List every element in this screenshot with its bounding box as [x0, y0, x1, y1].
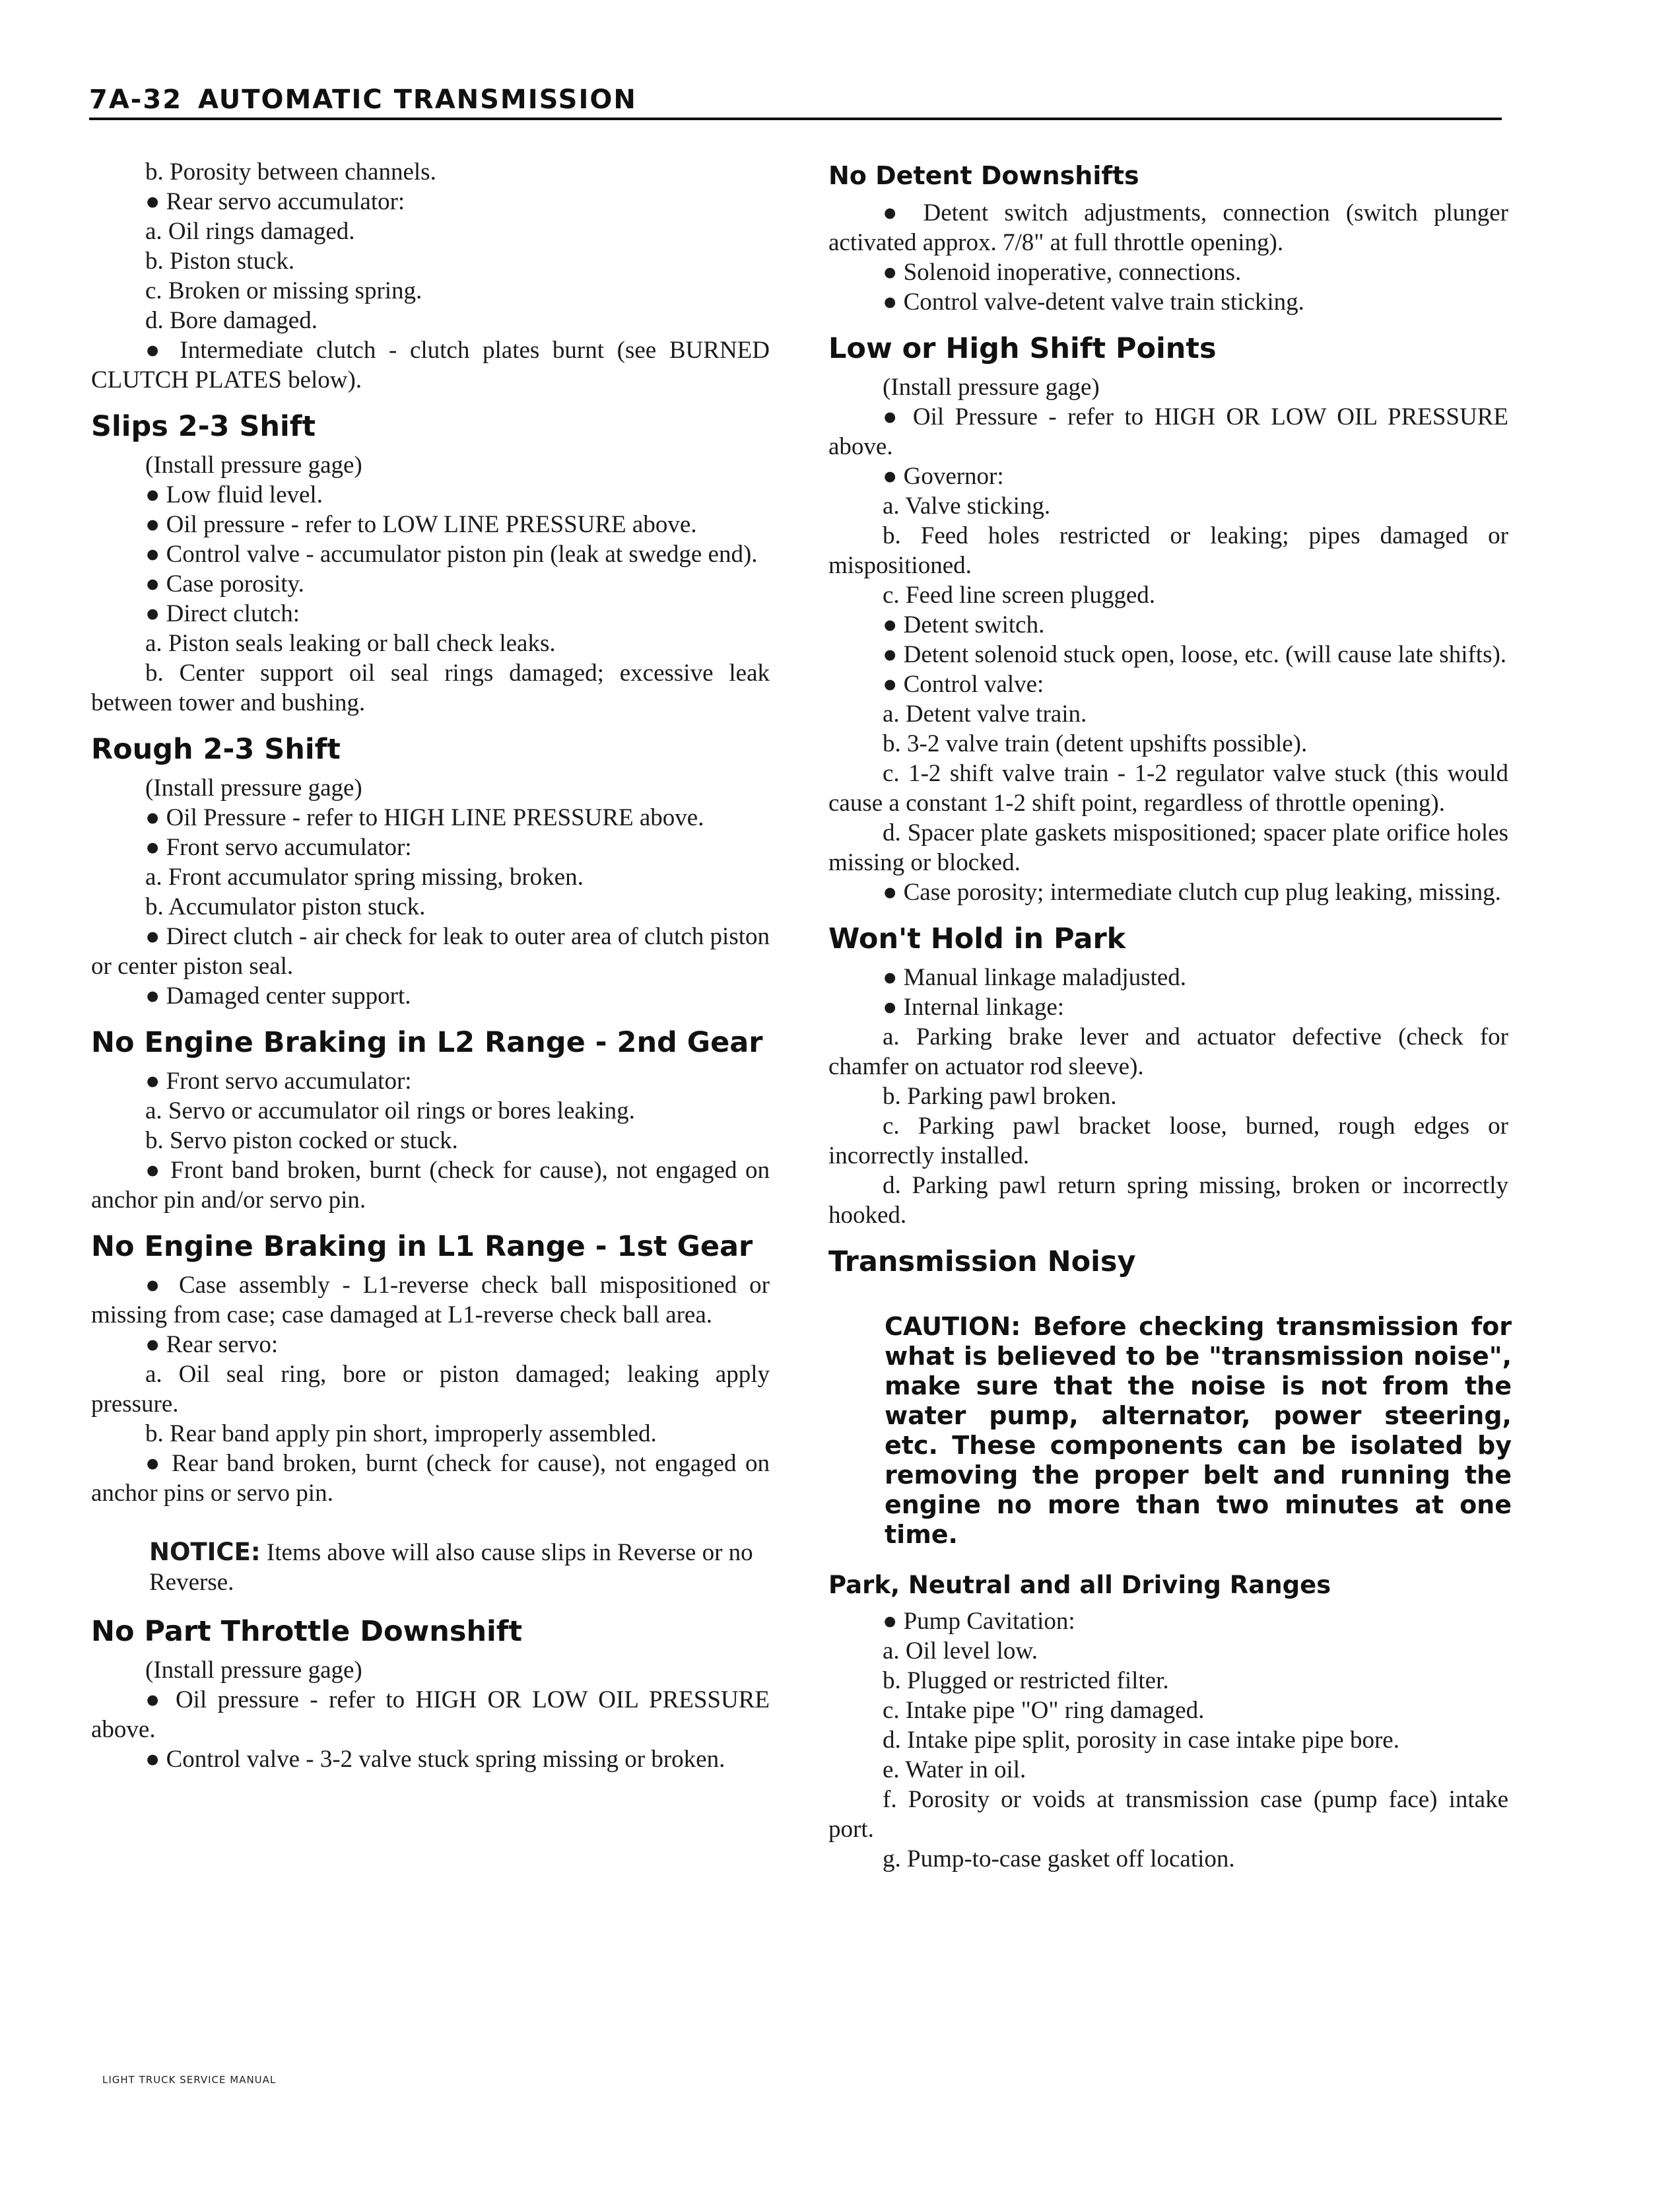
list-item: ● Governor:: [883, 463, 1004, 490]
list-item: b. Center support oil seal rings damaged; excessive leak between tower and bushing.: [91, 660, 770, 716]
list-item: c. Feed line screen plugged.: [883, 582, 1156, 609]
list-item: ● Front servo accumulator:: [145, 834, 412, 861]
list-item: a. Parking brake lever and actuator defective (check for chamfer on actuator rod sleeve).: [828, 1023, 1508, 1080]
list-item: (Install pressure gage): [145, 452, 362, 479]
caution-box: CAUTION: Before checking transmission for what is believed to be "transmission noise", make sure that the noise is not from the water pump, alternator, power steering, etc. These components can be isolated by removing the proper belt and running the engine no more than two minutes at one time.: [885, 1312, 1512, 1549]
list-item: b. Accumulator piston stuck.: [145, 893, 426, 920]
list-item: g. Pump-to-case gasket off location.: [883, 1845, 1235, 1873]
list-item: ● Control valve - 3-2 valve stuck spring missing or broken.: [145, 1746, 725, 1773]
list-item: b. Piston stuck.: [145, 248, 295, 275]
list-item: d. Intake pipe split, porosity in case intake pipe bore.: [883, 1727, 1399, 1754]
list-item: ● Control valve - accumulator piston pin (leak at swedge end).: [145, 541, 758, 568]
notice-box: [149, 1537, 763, 1597]
list-item: ● Rear servo accumulator:: [145, 188, 405, 215]
section-heading-no-braking-l2: No Engine Braking in L2 Range - 2nd Gear: [91, 1026, 763, 1059]
section-heading-rough-2-3: Rough 2-3 Shift: [91, 733, 341, 766]
list-item: ● Rear servo:: [145, 1331, 279, 1358]
list-item: ● Direct clutch:: [145, 600, 300, 627]
section-heading-ranges: Park, Neutral and all Driving Ranges: [828, 1571, 1331, 1599]
list-item: c. Parking pawl bracket loose, burned, rough edges or incorrectly installed.: [828, 1113, 1508, 1169]
list-item: c. Broken or missing spring.: [145, 277, 422, 304]
list-item: ● Case assembly - L1-reverse check ball mispositioned or missing from case; case damaged at L1-reverse check ball area.: [91, 1272, 770, 1328]
page-footer: LIGHT TRUCK SERVICE MANUAL: [102, 2074, 277, 2086]
list-item: ● Internal linkage:: [883, 994, 1065, 1021]
list-item: ● Manual linkage maladjusted.: [883, 964, 1187, 991]
list-item: ● Case porosity.: [145, 570, 304, 598]
list-item: d. Parking pawl return spring missing, broken or incorrectly hooked.: [828, 1172, 1508, 1229]
list-item: a. Front accumulator spring missing, broken.: [145, 864, 584, 891]
list-item: e. Water in oil.: [883, 1756, 1026, 1783]
list-item: b. Rear band apply pin short, improperly assembled.: [145, 1420, 657, 1447]
list-item: ● Detent switch adjustments, connection (switch plunger activated approx. 7/8" at full throttle opening).: [828, 199, 1508, 256]
list-item: a. Oil seal ring, bore or piston damaged; leaking apply pressure.: [91, 1361, 770, 1418]
list-item: a. Detent valve train.: [883, 701, 1087, 728]
page-header: [89, 81, 1502, 120]
list-item: b. 3-2 valve train (detent upshifts possible).: [883, 730, 1308, 757]
list-item: ● Intermediate clutch - clutch plates burnt (see BURNED CLUTCH PLATES below).: [91, 337, 770, 394]
list-item: b. Parking pawl broken.: [883, 1083, 1117, 1110]
list-item: f. Porosity or voids at transmission case (pump face) intake port.: [828, 1786, 1508, 1843]
list-item: b. Feed holes restricted or leaking; pipes damaged or mispositioned.: [828, 522, 1508, 579]
section-heading-noisy: Transmission Noisy: [828, 1245, 1136, 1278]
list-item: b. Servo piston cocked or stuck.: [145, 1127, 458, 1154]
list-item: d. Spacer plate gaskets mispositioned; spacer plate orifice holes missing or blocked.: [828, 819, 1508, 876]
page-number: 7A-32: [89, 85, 183, 115]
list-item: ● Damaged center support.: [145, 982, 411, 1010]
section-heading-no-detent: No Detent Downshifts: [828, 161, 1139, 190]
list-item: ● Oil pressure - refer to LOW LINE PRESSURE above.: [145, 511, 697, 538]
list-item: ● Oil Pressure - refer to HIGH OR LOW OIL PRESSURE above.: [828, 403, 1508, 460]
section-heading-no-braking-l1: No Engine Braking in L1 Range - 1st Gear: [91, 1230, 753, 1263]
notice-text: Items above will also cause slips in Reverse or no Reverse.: [149, 1539, 753, 1596]
list-item: ● Solenoid inoperative, connections.: [883, 259, 1242, 286]
list-item: ● Case porosity; intermediate clutch cup plug leaking, missing.: [883, 879, 1501, 906]
section-heading-shift-points: Low or High Shift Points: [828, 332, 1217, 365]
list-item: ● Detent solenoid stuck open, loose, etc. (will cause late shifts).: [883, 641, 1507, 668]
section-heading-park: Won't Hold in Park: [828, 922, 1126, 955]
list-item: d. Bore damaged.: [145, 307, 318, 334]
left-column: [91, 157, 770, 1774]
list-item: ● Rear band broken, burnt (check for cause), not engaged on anchor pins or servo pin.: [91, 1450, 770, 1507]
list-item: a. Servo or accumulator oil rings or bores leaking.: [145, 1097, 635, 1124]
right-column: [828, 157, 1512, 1874]
list-item: ● Pump Cavitation:: [883, 1608, 1075, 1635]
list-item: ● Oil Pressure - refer to HIGH LINE PRESSURE above.: [145, 804, 704, 831]
notice-label: NOTICE:: [149, 1538, 261, 1566]
list-item: c. Intake pipe "O" ring damaged.: [883, 1697, 1205, 1724]
section-heading-slips-2-3: Slips 2-3 Shift: [91, 410, 316, 443]
list-item: a. Oil rings damaged.: [145, 218, 355, 245]
list-item: ● Front servo accumulator:: [145, 1068, 412, 1095]
list-item: ● Detent switch.: [883, 611, 1045, 638]
list-item: (Install pressure gage): [145, 774, 362, 802]
list-item: ● Oil pressure - refer to HIGH OR LOW OIL PRESSURE above.: [91, 1686, 770, 1743]
list-item: b. Porosity between channels.: [145, 158, 436, 186]
list-item: a. Valve sticking.: [883, 493, 1051, 520]
section-title: AUTOMATIC TRANSMISSION: [198, 85, 637, 115]
list-item: ● Direct clutch - air check for leak to outer area of clutch piston or center piston seal.: [91, 923, 770, 980]
list-item: ● Control valve-detent valve train sticking.: [883, 289, 1304, 316]
section-heading-no-part-throttle: No Part Throttle Downshift: [91, 1615, 523, 1648]
list-item: (Install pressure gage): [145, 1657, 362, 1684]
list-item: (Install pressure gage): [883, 374, 1100, 401]
list-item: a. Oil level low.: [883, 1637, 1038, 1665]
list-item: c. 1-2 shift valve train - 1-2 regulator valve stuck (this would cause a constant 1-2 shift point, regardless of throttle opening).: [828, 760, 1508, 817]
list-item: a. Piston seals leaking or ball check leaks.: [145, 630, 556, 657]
list-item: ● Low fluid level.: [145, 481, 323, 508]
list-item: ● Front band broken, burnt (check for cause), not engaged on anchor pin and/or servo pin.: [91, 1157, 770, 1214]
list-item: ● Control valve:: [883, 671, 1044, 698]
list-item: b. Plugged or restricted filter.: [883, 1667, 1169, 1694]
